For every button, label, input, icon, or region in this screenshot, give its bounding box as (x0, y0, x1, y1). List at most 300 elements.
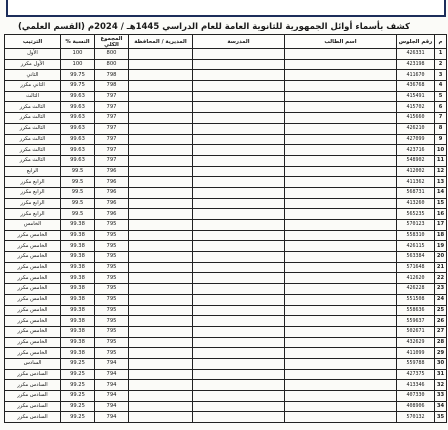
cell-num: 35 (435, 412, 447, 423)
cell-total: 797 (95, 113, 129, 124)
table-row (5, 262, 447, 273)
cell-percentage: 99.38 (61, 337, 95, 348)
cell-total: 796 (95, 209, 129, 220)
cell-student-name (285, 358, 397, 369)
cell-total: 794 (95, 391, 129, 402)
cell-student-name (285, 316, 397, 327)
table-row (5, 252, 447, 263)
cell-rank: الخامس مكرر (5, 241, 61, 252)
cell-student-name (285, 102, 397, 113)
cell-student-name (285, 70, 397, 81)
cell-school (193, 70, 285, 81)
cell-percentage: 99.38 (61, 316, 95, 327)
cell-percentage: 99.38 (61, 273, 95, 284)
cell-region (129, 348, 193, 359)
cell-region (129, 241, 193, 252)
cell-total: 798 (95, 70, 129, 81)
cell-percentage: 100 (61, 49, 95, 60)
cell-num: 25 (435, 305, 447, 316)
cell-total: 800 (95, 59, 129, 70)
cell-region (129, 59, 193, 70)
cell-seat: 415702 (397, 102, 435, 113)
cell-seat: 570123 (397, 220, 435, 231)
cell-school (193, 348, 285, 359)
col-header-num: م (435, 35, 447, 49)
cell-student-name (285, 305, 397, 316)
cell-school (193, 155, 285, 166)
cell-seat: 411362 (397, 177, 435, 188)
cell-region (129, 230, 193, 241)
cell-num: 28 (435, 337, 447, 348)
cell-student-name (285, 348, 397, 359)
cell-student-name (285, 91, 397, 102)
cell-student-name (285, 145, 397, 156)
cell-num: 23 (435, 284, 447, 295)
cell-total: 795 (95, 294, 129, 305)
cell-region (129, 220, 193, 231)
cell-total: 795 (95, 220, 129, 231)
cell-region (129, 284, 193, 295)
cell-region (129, 155, 193, 166)
table-row (5, 241, 447, 252)
cell-num: 4 (435, 81, 447, 92)
cell-num: 30 (435, 358, 447, 369)
cell-percentage: 99.63 (61, 155, 95, 166)
cell-school (193, 209, 285, 220)
cell-region (129, 401, 193, 412)
table-header-row (5, 35, 447, 49)
cell-total: 797 (95, 145, 129, 156)
cell-rank: الرابع مكرر (5, 198, 61, 209)
cell-percentage: 99.25 (61, 412, 95, 423)
cell-school (193, 230, 285, 241)
cell-region (129, 252, 193, 263)
cell-seat: 570132 (397, 412, 435, 423)
cell-total: 796 (95, 187, 129, 198)
cell-school (193, 123, 285, 134)
document-title: كشف بأسماء أوائل الجمهورية للثانوية العامة للعام الدراسي 1445هـ / 2024م (القسم العلمي) (17, 22, 410, 32)
cell-region (129, 91, 193, 102)
table-row (5, 273, 447, 284)
cell-total: 795 (95, 337, 129, 348)
table-row (5, 348, 447, 359)
cell-total: 795 (95, 316, 129, 327)
cell-total: 794 (95, 369, 129, 380)
table-row (5, 177, 447, 188)
cell-student-name (285, 49, 397, 60)
cell-num: 9 (435, 134, 447, 145)
cell-seat: 423716 (397, 145, 435, 156)
table-row (5, 230, 447, 241)
cell-total: 794 (95, 412, 129, 423)
cell-percentage: 99.38 (61, 294, 95, 305)
col-header-total: المجموع الكلي (95, 35, 129, 49)
table-row (5, 49, 447, 60)
cell-total: 795 (95, 348, 129, 359)
cell-percentage: 99.38 (61, 326, 95, 337)
cell-num: 11 (435, 155, 447, 166)
table-row (5, 102, 447, 113)
cell-rank: الخامس مكرر (5, 337, 61, 348)
cell-total: 796 (95, 198, 129, 209)
cell-school (193, 401, 285, 412)
cell-rank: الثالث مكرر (5, 145, 61, 156)
cell-seat: 426115 (397, 241, 435, 252)
table-row (5, 187, 447, 198)
cell-percentage: 99.63 (61, 102, 95, 113)
cell-school (193, 358, 285, 369)
cell-percentage: 99.75 (61, 70, 95, 81)
cell-rank: السادس مكرر (5, 401, 61, 412)
cell-seat: 559788 (397, 358, 435, 369)
cell-school (193, 59, 285, 70)
cell-percentage: 99.75 (61, 81, 95, 92)
cell-percentage: 99.38 (61, 241, 95, 252)
table-row (5, 316, 447, 327)
cell-num: 6 (435, 102, 447, 113)
cell-total: 797 (95, 155, 129, 166)
table-row (5, 145, 447, 156)
cell-school (193, 166, 285, 177)
cell-region (129, 81, 193, 92)
cell-num: 29 (435, 348, 447, 359)
cell-school (193, 326, 285, 337)
cell-total: 794 (95, 380, 129, 391)
cell-school (193, 145, 285, 156)
cell-school (193, 91, 285, 102)
cell-rank: السادس مكرر (5, 380, 61, 391)
cell-student-name (285, 81, 397, 92)
cell-num: 24 (435, 294, 447, 305)
cell-seat: 432629 (397, 337, 435, 348)
cell-rank: الأول مكرر (5, 59, 61, 70)
cell-seat: 551508 (397, 294, 435, 305)
cell-total: 795 (95, 241, 129, 252)
cell-percentage: 99.5 (61, 166, 95, 177)
table-row (5, 326, 447, 337)
cell-student-name (285, 412, 397, 423)
table-body (5, 49, 447, 423)
cell-seat: 413260 (397, 198, 435, 209)
cell-num: 1 (435, 49, 447, 60)
cell-total: 797 (95, 91, 129, 102)
cell-student-name (285, 134, 397, 145)
cell-seat: 565235 (397, 209, 435, 220)
cell-num: 5 (435, 91, 447, 102)
cell-region (129, 209, 193, 220)
cell-region (129, 177, 193, 188)
cell-region (129, 326, 193, 337)
cell-student-name (285, 187, 397, 198)
cell-school (193, 177, 285, 188)
cell-student-name (285, 273, 397, 284)
cell-percentage: 99.63 (61, 91, 95, 102)
cell-seat: 411099 (397, 348, 435, 359)
cell-seat: 568731 (397, 187, 435, 198)
cell-num: 10 (435, 145, 447, 156)
cell-school (193, 252, 285, 263)
cell-total: 797 (95, 102, 129, 113)
cell-rank: الخامس مكرر (5, 348, 61, 359)
cell-student-name (285, 252, 397, 263)
cell-school (193, 380, 285, 391)
cell-seat: 415491 (397, 91, 435, 102)
cell-total: 796 (95, 166, 129, 177)
cell-percentage: 99.38 (61, 305, 95, 316)
cell-rank: الثالث مكرر (5, 113, 61, 124)
cell-rank: السادس مكرر (5, 369, 61, 380)
cell-rank: السادس مكرر (5, 391, 61, 402)
title-frame (6, 0, 446, 17)
cell-total: 797 (95, 134, 129, 145)
cell-total: 800 (95, 49, 129, 60)
table-row (5, 113, 447, 124)
table-row (5, 294, 447, 305)
cell-school (193, 305, 285, 316)
cell-num: 26 (435, 316, 447, 327)
cell-school (193, 220, 285, 231)
cell-region (129, 166, 193, 177)
col-header-school: المدرسة (193, 35, 285, 49)
cell-rank: السادس (5, 358, 61, 369)
table-row (5, 91, 447, 102)
cell-num: 15 (435, 198, 447, 209)
cell-student-name (285, 337, 397, 348)
cell-student-name (285, 284, 397, 295)
cell-percentage: 99.25 (61, 401, 95, 412)
table-row (5, 369, 447, 380)
cell-student-name (285, 391, 397, 402)
cell-rank: الخامس مكرر (5, 326, 61, 337)
cell-rank: الأول (5, 49, 61, 60)
cell-num: 13 (435, 177, 447, 188)
cell-percentage: 99.25 (61, 380, 95, 391)
cell-rank: الثاني (5, 70, 61, 81)
cell-school (193, 391, 285, 402)
cell-rank: الخامس (5, 220, 61, 231)
table-row (5, 209, 447, 220)
results-table (4, 34, 447, 423)
cell-percentage: 99.25 (61, 358, 95, 369)
table-row (5, 401, 447, 412)
table-row (5, 155, 447, 166)
cell-percentage: 99.38 (61, 284, 95, 295)
cell-percentage: 99.38 (61, 262, 95, 273)
col-header-pct: النسبة % (61, 35, 95, 49)
cell-student-name (285, 326, 397, 337)
table-row (5, 70, 447, 81)
col-header-rank: الترتيب (5, 35, 61, 49)
cell-rank: الخامس مكرر (5, 230, 61, 241)
cell-region (129, 358, 193, 369)
table-row (5, 305, 447, 316)
cell-percentage: 99.63 (61, 123, 95, 134)
cell-region (129, 70, 193, 81)
cell-seat: 411670 (397, 70, 435, 81)
cell-region (129, 113, 193, 124)
cell-num: 8 (435, 123, 447, 134)
cell-school (193, 241, 285, 252)
cell-school (193, 102, 285, 113)
cell-total: 795 (95, 326, 129, 337)
cell-num: 32 (435, 380, 447, 391)
cell-rank: الثالث مكرر (5, 102, 61, 113)
cell-student-name (285, 198, 397, 209)
cell-school (193, 337, 285, 348)
cell-region (129, 123, 193, 134)
cell-num: 33 (435, 391, 447, 402)
cell-percentage: 99.5 (61, 187, 95, 198)
cell-region (129, 102, 193, 113)
cell-region (129, 273, 193, 284)
cell-percentage: 100 (61, 59, 95, 70)
cell-student-name (285, 241, 397, 252)
cell-school (193, 294, 285, 305)
cell-student-name (285, 220, 397, 231)
table-row (5, 380, 447, 391)
cell-rank: الثالث مكرر (5, 134, 61, 145)
cell-region (129, 391, 193, 402)
cell-num: 16 (435, 209, 447, 220)
cell-num: 18 (435, 230, 447, 241)
cell-num: 3 (435, 70, 447, 81)
cell-student-name (285, 123, 397, 134)
cell-total: 795 (95, 230, 129, 241)
cell-total: 795 (95, 252, 129, 263)
cell-seat: 563384 (397, 252, 435, 263)
cell-num: 34 (435, 401, 447, 412)
table-row (5, 134, 447, 145)
cell-seat: 408906 (397, 401, 435, 412)
cell-school (193, 134, 285, 145)
cell-num: 20 (435, 252, 447, 263)
col-header-name: اسم الطالب (285, 35, 397, 49)
cell-percentage: 99.5 (61, 177, 95, 188)
cell-num: 27 (435, 326, 447, 337)
cell-num: 17 (435, 220, 447, 231)
cell-student-name (285, 155, 397, 166)
cell-seat: 426228 (397, 284, 435, 295)
cell-seat: 559637 (397, 316, 435, 327)
cell-rank: الثاني مكرر (5, 81, 61, 92)
cell-region (129, 337, 193, 348)
cell-rank: الثالث (5, 91, 61, 102)
cell-region (129, 380, 193, 391)
cell-student-name (285, 262, 397, 273)
cell-total: 798 (95, 81, 129, 92)
cell-num: 31 (435, 369, 447, 380)
cell-region (129, 49, 193, 60)
cell-school (193, 187, 285, 198)
cell-school (193, 369, 285, 380)
col-header-region: المديرية / المحافظة (129, 35, 193, 49)
cell-student-name (285, 209, 397, 220)
cell-rank: الرابع مكرر (5, 177, 61, 188)
cell-seat: 412620 (397, 273, 435, 284)
cell-num: 2 (435, 59, 447, 70)
cell-total: 795 (95, 262, 129, 273)
cell-total: 795 (95, 284, 129, 295)
table-row (5, 337, 447, 348)
cell-rank: الخامس مكرر (5, 316, 61, 327)
cell-seat: 548902 (397, 155, 435, 166)
cell-school (193, 113, 285, 124)
cell-rank: الثالث مكرر (5, 155, 61, 166)
cell-seat: 426210 (397, 123, 435, 134)
cell-total: 797 (95, 123, 129, 134)
cell-seat: 571648 (397, 262, 435, 273)
cell-percentage: 99.38 (61, 220, 95, 231)
cell-student-name (285, 230, 397, 241)
cell-rank: السادس مكرر (5, 412, 61, 423)
cell-region (129, 369, 193, 380)
cell-percentage: 99.38 (61, 252, 95, 263)
cell-rank: الرابع مكرر (5, 209, 61, 220)
cell-rank: الخامس مكرر (5, 252, 61, 263)
cell-total: 794 (95, 358, 129, 369)
cell-student-name (285, 113, 397, 124)
cell-school (193, 81, 285, 92)
cell-seat: 558310 (397, 230, 435, 241)
cell-seat: 423198 (397, 59, 435, 70)
cell-total: 795 (95, 273, 129, 284)
cell-region (129, 198, 193, 209)
table-row (5, 59, 447, 70)
cell-seat: 415660 (397, 113, 435, 124)
table-row (5, 284, 447, 295)
cell-num: 12 (435, 166, 447, 177)
cell-student-name (285, 177, 397, 188)
cell-student-name (285, 166, 397, 177)
table-row (5, 358, 447, 369)
table-row (5, 412, 447, 423)
cell-percentage: 99.25 (61, 391, 95, 402)
cell-student-name (285, 294, 397, 305)
cell-school (193, 262, 285, 273)
cell-total: 796 (95, 177, 129, 188)
cell-seat: 436768 (397, 81, 435, 92)
cell-seat: 502671 (397, 326, 435, 337)
cell-region (129, 316, 193, 327)
cell-percentage: 99.5 (61, 198, 95, 209)
cell-school (193, 273, 285, 284)
cell-rank: الخامس مكرر (5, 294, 61, 305)
cell-rank: الثالث مكرر (5, 123, 61, 134)
cell-school (193, 198, 285, 209)
cell-school (193, 412, 285, 423)
cell-num: 21 (435, 262, 447, 273)
cell-rank: الخامس مكرر (5, 284, 61, 295)
cell-percentage: 99.38 (61, 348, 95, 359)
cell-student-name (285, 59, 397, 70)
cell-percentage: 99.25 (61, 369, 95, 380)
cell-region (129, 145, 193, 156)
cell-school (193, 49, 285, 60)
cell-region (129, 294, 193, 305)
table-row (5, 166, 447, 177)
cell-seat: 427375 (397, 369, 435, 380)
col-header-seat: رقم الجلوس (397, 35, 435, 49)
cell-region (129, 262, 193, 273)
table-row (5, 123, 447, 134)
cell-num: 19 (435, 241, 447, 252)
cell-rank: الرابع (5, 166, 61, 177)
table-row (5, 198, 447, 209)
cell-percentage: 99.63 (61, 134, 95, 145)
cell-region (129, 412, 193, 423)
cell-seat: 427099 (397, 134, 435, 145)
cell-percentage: 99.63 (61, 113, 95, 124)
